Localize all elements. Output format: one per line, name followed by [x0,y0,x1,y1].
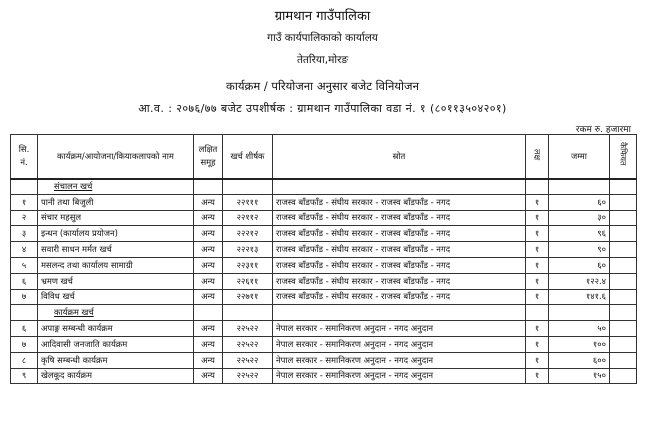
row-expense-head: २२३११ [223,257,273,273]
row-remarks [610,226,637,242]
col-header-expense-head: खर्च शीर्षक [223,135,273,179]
row-sn: २ [11,210,38,226]
row-expense-head: २२५२२ [223,321,273,337]
section-empty-cell [526,179,549,195]
row-program: संचार महसुल [38,210,194,226]
col-header-total: जम्मा [549,135,610,179]
row-remarks [610,368,637,384]
row-target-group: अन्य [194,210,223,226]
row-sn: ५ [11,257,38,273]
row-remarks [610,242,637,258]
row-sn: ९ [11,368,38,384]
row-remarks [610,352,637,368]
row-expense-head: २२२१३ [223,242,273,258]
row-target: १ [526,194,549,210]
row-total: ६०० [549,352,610,368]
section-empty-cell [194,179,223,195]
row-source: राजस्व बाँडफाँड - संघीय सरकार - राजस्व बाँडफाँड - नगद [273,257,526,273]
row-program: कृषि सम्बन्धी कार्यक्रम [38,352,194,368]
section-empty-cell [549,305,610,321]
office-location: तेतरिया,मोरङ [296,54,349,66]
row-program: विविध खर्च [38,289,194,305]
municipality-name: ग्रामथान गाउँपालिका [274,9,371,24]
col-header-target-group: लक्षित समूह [194,135,223,179]
row-source: राजस्व बाँडफाँड - संघीय सरकार - राजस्व बाँडफाँड - नगद [273,226,526,242]
table-row [11,257,637,273]
row-expense-head: २२१११ [223,194,273,210]
row-sn: ६ [11,273,38,289]
row-target-group: अन्य [194,336,223,352]
row-target-group: अन्य [194,289,223,305]
row-expense-head: २२५२२ [223,368,273,384]
row-target: १ [526,336,549,352]
row-expense-head: २२७११ [223,289,273,305]
row-sn: ४ [11,242,38,258]
section-empty-cell [610,305,637,321]
row-remarks [610,273,637,289]
col-header-remarks-label: कैफियत [618,142,628,167]
row-expense-head: २२११२ [223,210,273,226]
table-row [11,194,637,210]
row-total: १२२.४ [549,273,610,289]
row-total: ३० [549,210,610,226]
row-target-group: अन्य [194,257,223,273]
row-source: राजस्व बाँडफाँड - संघीय सरकार - राजस्व बाँडफाँड - नगद [273,210,526,226]
row-sn: ७ [11,289,38,305]
row-total: १५० [549,368,610,384]
row-program: आदिवासी जनजाति कार्यक्रम [38,336,194,352]
section-empty-cell [526,305,549,321]
budget-table [10,134,637,384]
row-total: १०० [549,336,610,352]
table-row [11,242,637,258]
amount-unit-note: रकम रु. हजारमा [575,125,631,135]
table-body [11,179,637,384]
row-expense-head: २२५२२ [223,336,273,352]
row-program: पानी तथा बिजुली [38,194,194,210]
section-sn-cell [11,305,38,321]
section-empty-cell [549,179,610,195]
section-empty-cell [223,305,273,321]
row-sn: ८ [11,352,38,368]
row-target: १ [526,226,549,242]
col-header-sn: सि. नं. [11,135,38,179]
section-title: कार्यक्रम खर्च [38,305,194,321]
col-header-target [526,135,549,179]
col-header-remarks [610,135,637,179]
row-total: ६० [549,194,610,210]
row-sn: ३ [11,226,38,242]
row-remarks [610,321,637,337]
table-row [11,226,637,242]
row-target: १ [526,273,549,289]
row-total: ६० [549,257,610,273]
row-source: राजस्व बाँडफाँड - संघीय सरकार - राजस्व बाँडफाँड - नगद [273,273,526,289]
section-empty-cell [610,179,637,195]
row-target-group: अन्य [194,368,223,384]
row-source: राजस्व बाँडफाँड - संघीय सरकार - राजस्व बाँडफाँड - नगद [273,194,526,210]
table-row [11,352,637,368]
row-program: भ्रमण खर्च [38,273,194,289]
row-sn: १ [11,194,38,210]
office-name: गाउँ कार्यपालिकाको कार्यालय [267,32,378,44]
row-total: ५० [549,321,610,337]
row-remarks [610,257,637,273]
table-row [11,273,637,289]
row-target-group: अन्य [194,226,223,242]
row-sn: ७ [11,336,38,352]
row-target: १ [526,289,549,305]
table-row [11,336,637,352]
section-row [11,179,637,195]
section-sn-cell [11,179,38,195]
row-remarks [610,210,637,226]
row-target-group: अन्य [194,194,223,210]
row-program: अपाङ्ग सम्बन्धी कार्यक्रम [38,321,194,337]
row-target-group: अन्य [194,273,223,289]
table-row [11,321,637,337]
section-empty-cell [273,305,526,321]
row-sn: ६ [11,321,38,337]
row-source: नेपाल सरकार - समानिकरण अनुदान - नगद अनुदान [273,368,526,384]
row-source: नेपाल सरकार - समानिकरण अनुदान - नगद अनुदान [273,336,526,352]
row-program: इन्धन (कार्यालय प्रयोजन) [38,226,194,242]
table-row [11,289,637,305]
row-source: राजस्व बाँडफाँड - संघीय सरकार - राजस्व बाँडफाँड - नगद [273,289,526,305]
row-source: नेपाल सरकार - समानिकरण अनुदान - नगद अनुदान [273,352,526,368]
row-expense-head: २२२१२ [223,226,273,242]
table-header-row [11,135,637,179]
row-target: १ [526,257,549,273]
section-empty-cell [273,179,526,195]
row-expense-head: २२५२२ [223,352,273,368]
row-target: १ [526,321,549,337]
row-total: ९६ [549,226,610,242]
row-total: १४१.६ [549,289,610,305]
row-total: ९० [549,242,610,258]
row-expense-head: २२६११ [223,273,273,289]
document-title: कार्यक्रम / परियोजना अनुसार बजेट विनियोजन [226,79,419,93]
row-remarks [610,336,637,352]
table-row [11,368,637,384]
row-program: मसलन्द तथा कार्यालय सामाग्री [38,257,194,273]
col-header-program: कार्यक्रम/आयोजना/कियाकलापको नाम [38,135,194,179]
row-source: नेपाल सरकार - समानिकरण अनुदान - नगद अनुदान [273,321,526,337]
col-header-target-label: लक्ष [532,148,542,160]
row-target-group: अन्य [194,352,223,368]
col-header-source: स्रोत [273,135,526,179]
row-target: १ [526,368,549,384]
document-subtitle: आ.व. : २०७६/७७ बजेट उपशीर्षक : ग्रामथान गाउँपालिका वडा नं. १ (८०११३५०४२०१) [138,102,507,115]
row-target-group: अन्य [194,242,223,258]
row-program: सवारी साधन मर्मत खर्च [38,242,194,258]
row-target: १ [526,210,549,226]
row-target-group: अन्य [194,321,223,337]
section-empty-cell [194,305,223,321]
row-remarks [610,194,637,210]
section-row [11,305,637,321]
row-target: १ [526,242,549,258]
section-empty-cell [223,179,273,195]
row-remarks [610,289,637,305]
section-title: संचालन खर्च [38,179,194,195]
row-program: खेलकूद कार्यक्रम [38,368,194,384]
row-source: राजस्व बाँडफाँड - संघीय सरकार - राजस्व बाँडफाँड - नगद [273,242,526,258]
row-target: १ [526,352,549,368]
table-row [11,210,637,226]
